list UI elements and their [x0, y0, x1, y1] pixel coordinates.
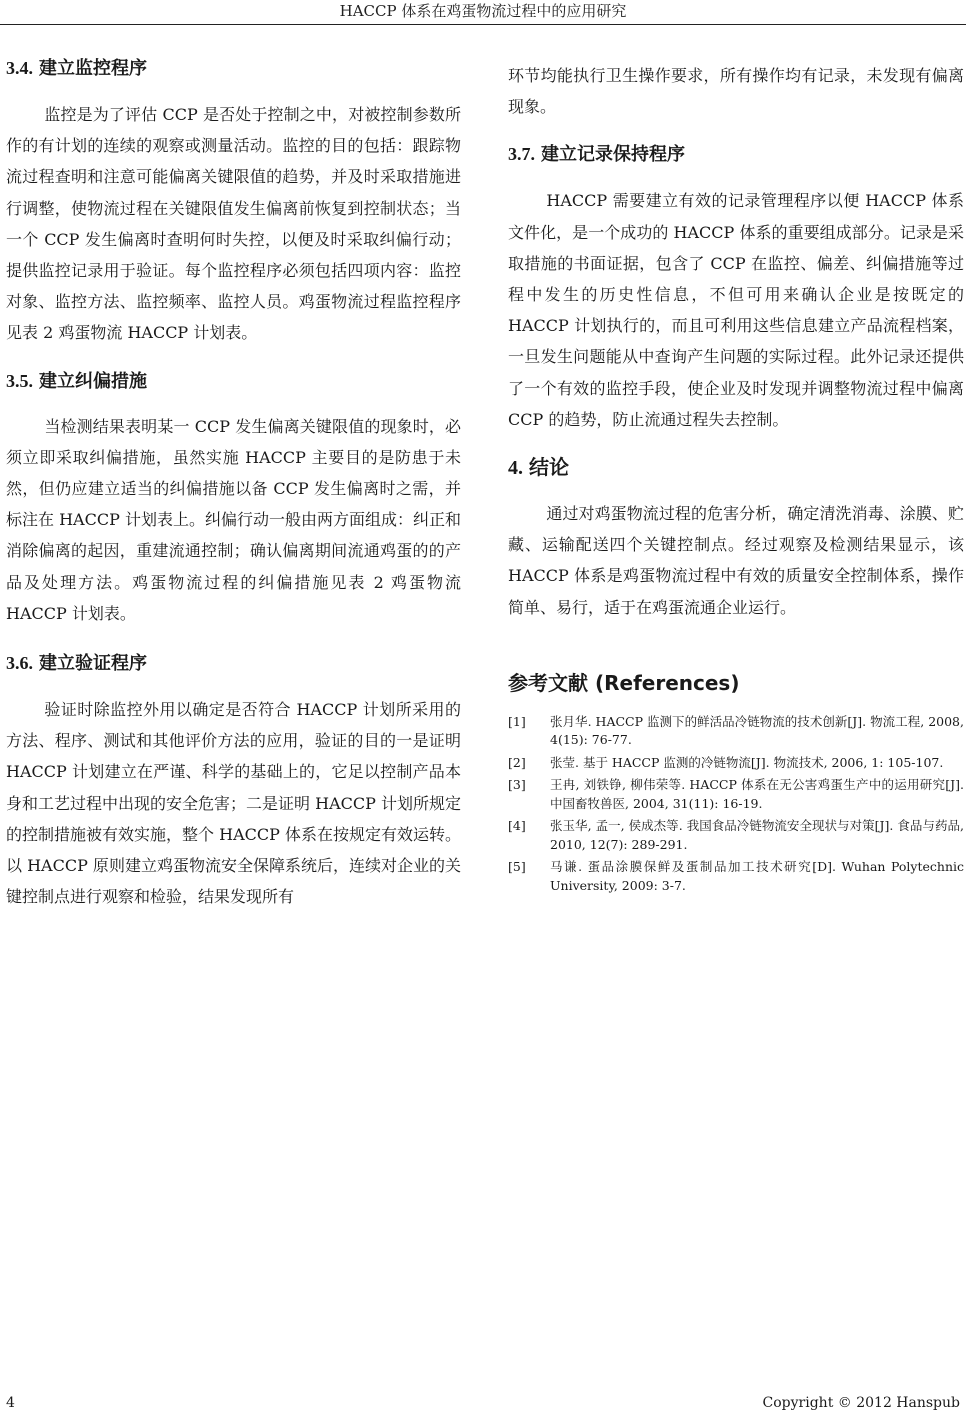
reference-item [508, 817, 964, 854]
section-4-heading [508, 453, 964, 482]
reference-number: [3] [508, 777, 526, 793]
section-number: 4. [508, 457, 523, 480]
section-3-7-paragraph: HACCP 需要建立有效的记录管理程序以便 HACCP 体系文件化，是一个成功的 HACCP 体系的重要组成部分。记录是采取措施的书面证据，包含了 CCP 在监控、偏差、纠偏措施等过程中发生的历史性信息，不但可用来确认企业是按既定的 HACCP 计划执行的，而且可利用这些信息建立产品流程档案，一旦发生问题能从中查询产生问题的实际过程。此外记录还提供了一个有效的监控手段，使企业及时发现并调整物流过程中偏离 CCP 的趋势，防止流通过程失去控制。 [508, 191, 964, 429]
reference-text: 马谦. 蛋品涂膜保鲜及蛋制品加工技术研究[D]. Wuhan Polytechnic University, 2009: 3-7. [550, 859, 964, 893]
right-column [508, 60, 964, 899]
reference-text: 张玉华, 孟一, 侯成杰等. 我国食品冷链物流安全现状与对策[J]. 食品与药品, 2010, 12(7): 289-291. [550, 818, 964, 852]
section-3-5-heading [6, 369, 461, 394]
reference-text: 张莹. 基于 HACCP 监测的冷链物流[J]. 物流技术, 2006, 1: 105-107. [550, 754, 944, 770]
reference-number: [2] [508, 754, 526, 770]
reference-item [508, 713, 964, 750]
section-3-7-heading [508, 142, 964, 167]
reference-number: [1] [508, 713, 526, 729]
page-number: 4 [6, 1395, 15, 1411]
section-number: 3.4. [6, 58, 33, 78]
section-3-6-paragraph-continued: 环节均能执行卫生操作要求，所有操作均有记录，未发现有偏离现象。 [508, 66, 964, 117]
reference-item [508, 776, 964, 813]
running-header: HACCP 体系在鸡蛋物流过程中的应用研究 [339, 2, 627, 20]
reference-text: 王冉, 刘铁铮, 柳伟荣等. HACCP 体系在无公害鸡蛋生产中的运用研究[J]. 中国畜牧兽医, 2004, 31(11): 16-19. [550, 777, 964, 811]
section-title: 建立验证程序 [39, 653, 147, 675]
section-3-6-paragraph: 验证时除监控外用以确定是否符合 HACCP 计划所采用的方法、程序、测试和其他评价方法的应用，验证的目的一是证明 HACCP 计划建立在严谨、科学的基础上的，它足以控制产品本身和工艺过程中出现的安全危害；二是证明 HACCP 计划所规定的控制措施被有效实施，整个 HACCP 体系在按规定有效运转。以 HACCP 原则建立鸡蛋物流安全保障系统后，连续对企业的关键控制点进行观察和检验，结果发现所有 [6, 700, 461, 907]
left-column [6, 56, 461, 912]
section-number: 3.7. [508, 144, 535, 165]
copyright-notice: Copyright © 2012 Hanspub [762, 1395, 960, 1411]
section-3-4-paragraph: 监控是为了评估 CCP 是否处于控制之中，对被控制参数所作的有计划的连续的观察或测量活动。监控的目的包括：跟踪物流过程查明和注意可能偏离关键限值的趋势，并及时采取措施进行调整，使物流过程在关键限值发生偏离前恢复到控制状态；当一个 CCP 发生偏离时查明何时失控，以便及时采取纠偏行动；提供监控记录用于验证。每个监控程序必须包括四项内容：监控对象、监控方法、监控频率、监控人员。鸡蛋物流过程监控程序见表 2 鸡蛋物流 HACCP 计划表。 [6, 105, 461, 343]
references-heading: 参考文献 (References) [508, 670, 740, 695]
reference-item [508, 858, 964, 895]
section-3-6-heading [6, 651, 461, 676]
section-4-paragraph: 通过对鸡蛋物流过程的危害分析，确定清洗消毒、涂膜、贮藏、运输配送四个关键控制点。经过观察及检测结果显示，该 HACCP 体系是鸡蛋物流过程中有效的质量安全控制体系，操作简单、易行，适于在鸡蛋流通企业运行。 [508, 504, 964, 617]
section-title: 建立纠偏措施 [39, 370, 147, 392]
reference-list [508, 713, 964, 896]
reference-item [508, 754, 964, 773]
header-rule [0, 24, 966, 25]
reference-number: [4] [508, 818, 526, 834]
section-title: 建立记录保持程序 [541, 144, 685, 166]
reference-text: 张月华. HACCP 监测下的鲜活品冷链物流的技术创新[J]. 物流工程, 2008, 4(15): 76-77. [550, 713, 964, 748]
section-number: 3.5. [6, 370, 33, 391]
section-title: 结论 [529, 455, 569, 480]
reference-number: [5] [508, 859, 526, 875]
section-number: 3.6. [6, 653, 33, 674]
section-title: 建立监控程序 [39, 58, 147, 79]
section-3-4-heading [6, 56, 461, 81]
section-3-5-paragraph: 当检测结果表明某一 CCP 发生偏离关键限值的现象时，必须立即采取纠偏措施，虽然实施 HACCP 主要目的是防患于未然，但仍应建立适当的纠偏措施以备 CCP 发生偏离时之需，并标注在 HACCP 计划表上。纠偏行动一般由两方面组成：纠正和消除偏离的起因，重建流通控制；确认偏离期间流通鸡蛋的的产品及处理方法。鸡蛋物流过程的纠偏措施见表 2 鸡蛋物流 HACCP 计划表。 [6, 416, 461, 623]
